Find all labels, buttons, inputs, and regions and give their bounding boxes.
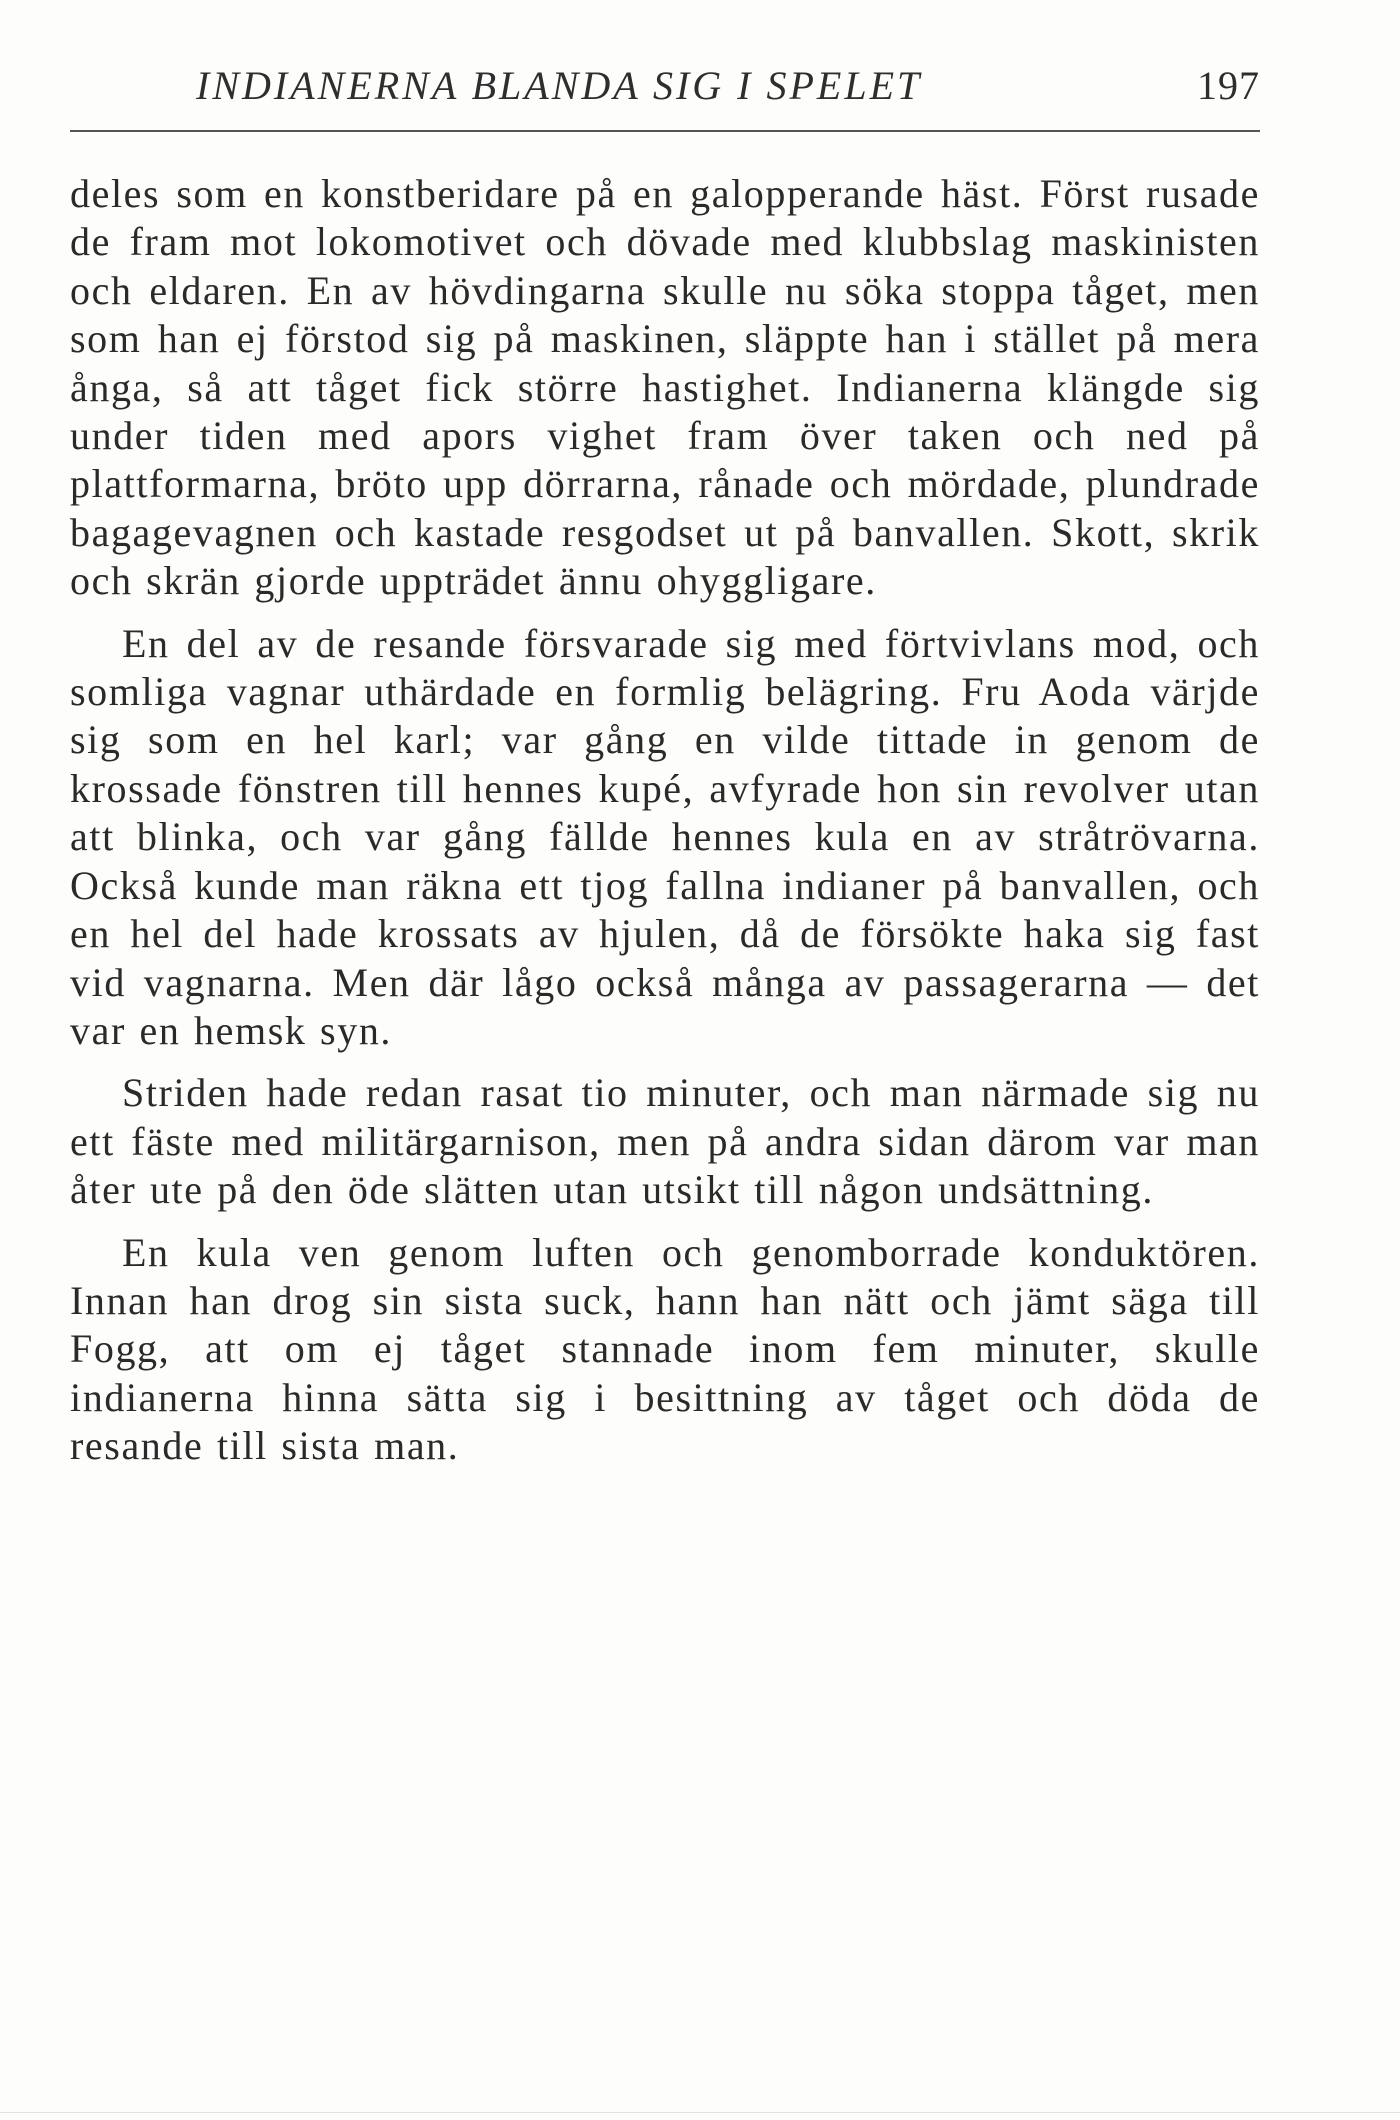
paragraph-2: En del av de resande försvarade sig med förtvivlans mod, och somliga vagnar uthärdade en formlig belägring. Fru Aoda värjde sig som en hel karl; var gång en vilde tittade in genom de krossade fönstren till hennes kupé, avfyrade hon sin revolver utan att blinka, och var gång fällde hennes kula en av stråtrövarna. Också kunde man räkna ett tjog fallna indianer på banvallen, och en hel del hade krossats av hjulen, då de försökte haka sig fast vid vagnarna. Men där lågo också många av passagerarna — det var en hemsk syn. <box>70 620 1260 1053</box>
running-head <box>70 62 1260 122</box>
running-title: INDIANERNA BLANDA SIG I SPELET <box>196 63 923 108</box>
paragraph-1: deles som en konstberidare på en galopperande häst. Först rusade de fram mot lokomotivet och dövade med klubbslag maskinisten och eldaren. En av hövdingarna skulle nu söka stoppa tåget, men som han ej förstod sig på maskinen, släppte han i stället på mera ånga, så att tåget fick större hastighet. Indianerna klängde sig under tiden med apors vighet fram över taken och ned på plattformarna, bröto upp dörrarna, rånade och mördade, plundrade bagagevagnen och kastade resgodset ut på banvallen. Skott, skrik och skrän gjorde uppträdet ännu ohyggligare. <box>70 171 1260 604</box>
paragraph-3: Striden hade redan rasat tio minuter, och man närmade sig nu ett fäste med militärgarnison, men på andra sidan därom var man åter ute på den öde slätten utan utsikt till någon undsättning. <box>70 1070 1260 1213</box>
page-bottom-edge <box>0 2112 1400 2113</box>
paragraph-4: En kula ven genom luften och genomborrade konduktören. Innan han drog sin sista suck, hann han nätt och jämt säga till Fogg, att om ej tåget stannade inom fem minuter, skulle indianerna hinna sätta sig i besittning av tåget och döda de resande till sista man. <box>70 1229 1260 1469</box>
page-number: 197 <box>1197 63 1260 108</box>
header-rule <box>70 130 1260 132</box>
body-text <box>70 170 1260 1471</box>
